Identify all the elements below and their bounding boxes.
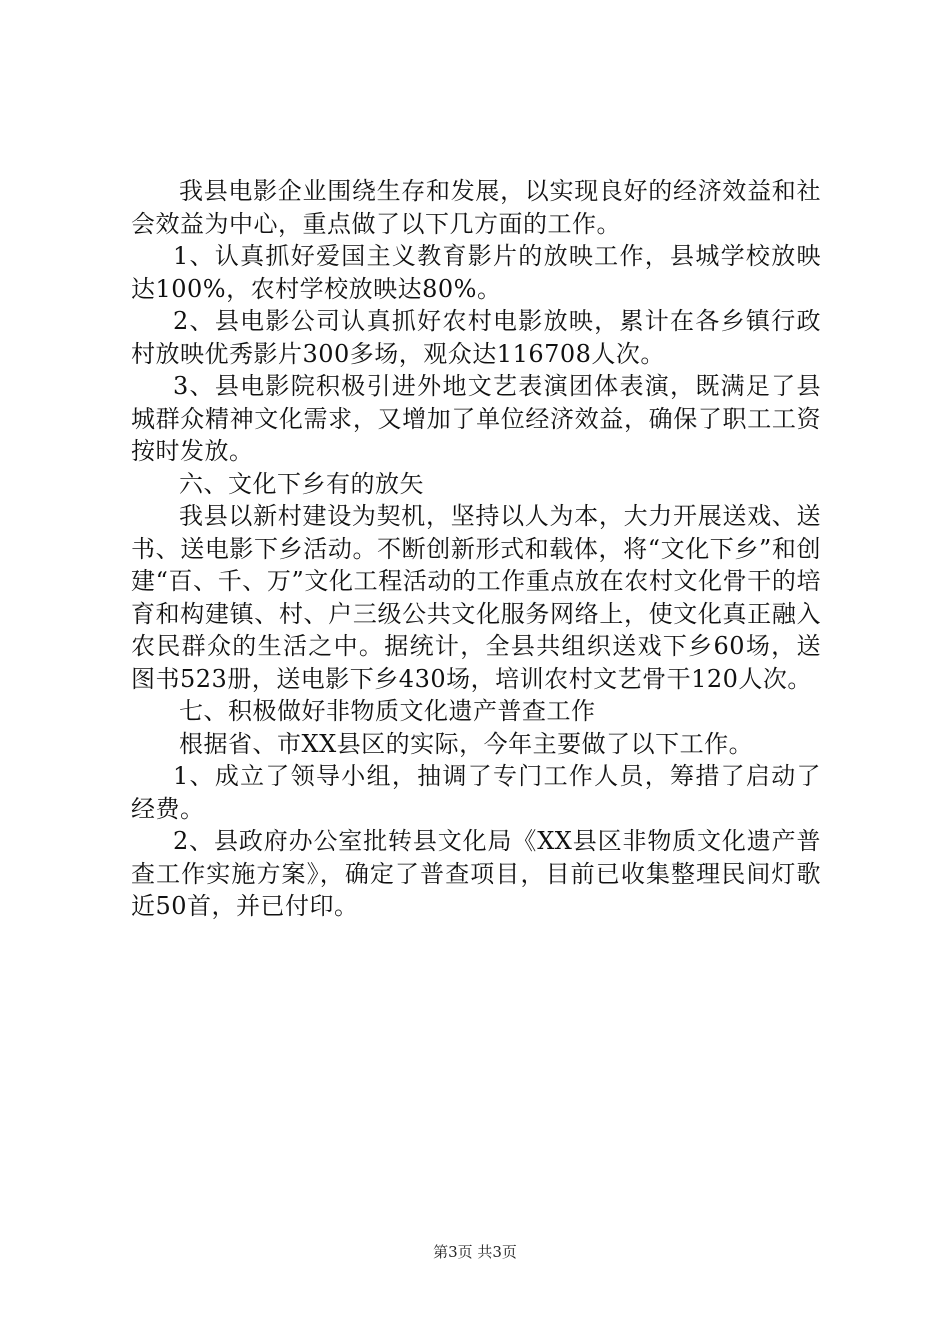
list-item-3: 3、县电影院积极引进外地文艺表演团体表演，既满足了县城群众精神文化需求，又增加了单位经济效益，确保了职工工资按时发放。 xyxy=(131,372,821,465)
page-footer: 第3页 共3页 xyxy=(433,1243,517,1261)
document-body xyxy=(131,175,821,923)
list-item-1: 1、认真抓好爱国主义教育影片的放映工作，县城学校放映达100%，农村学校放映达80%。 xyxy=(131,242,821,303)
section-7-intro: 根据省、市XX县区的实际，今年主要做了以下工作。 xyxy=(179,729,754,758)
section-heading-7: 七、积极做好非物质文化遗产普查工作 xyxy=(179,697,596,725)
section-7-item-1: 1、成立了领导小组，抽调了专门工作人员，筹措了启动了经费。 xyxy=(131,762,821,823)
intro-paragraph: 我县电影企业围绕生存和发展，以实现良好的经济效益和社会效益为中心，重点做了以下几方面的工作。 xyxy=(131,177,821,238)
section-heading-6: 六、文化下乡有的放矢 xyxy=(179,469,424,498)
section-7-item-2: 2、县政府办公室批转县文化局《XX县区非物质文化遗产普查工作实施方案》，确定了普查项目，目前已收集整理民间灯歌近50首，并已付印。 xyxy=(131,827,821,920)
list-item-2: 2、县电影公司认真抓好农村电影放映，累计在各乡镇行政村放映优秀影片300多场，观众达116708人次。 xyxy=(131,307,821,368)
section-6-paragraph: 我县以新村建设为契机，坚持以人为本，大力开展送戏、送书、送电影下乡活动。不断创新形式和载体，将“文化下乡”和创建“百、千、万”文化工程活动的工作重点放在农村文化骨干的培育和构建镇、村、户三级公共文化服务网络上，使文化真正融入农民群众的生活之中。据统计，全县共组织送戏下乡60场，送图书523册，送电影下乡430场，培训农村文艺骨干120人次。 xyxy=(131,502,821,693)
